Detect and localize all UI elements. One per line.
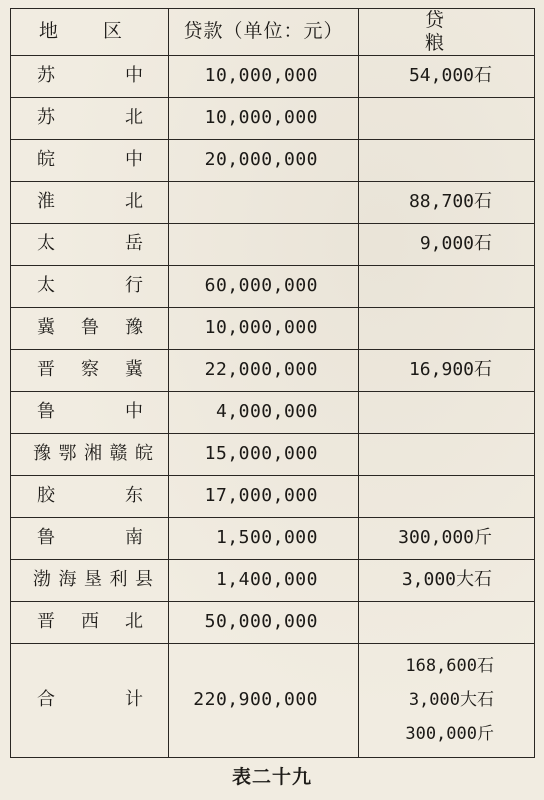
- table-row: [11, 433, 535, 475]
- grain-cell: [359, 307, 535, 349]
- table-row: [11, 559, 535, 601]
- table-row: [11, 55, 535, 97]
- grain-cell: 300,000斤: [359, 517, 535, 559]
- table-row: [11, 475, 535, 517]
- grain-cell: 9,000石: [359, 223, 535, 265]
- table-row: [11, 223, 535, 265]
- grain-cell: 3,000大石: [359, 559, 535, 601]
- loan-cell: 10,000,000: [169, 307, 359, 349]
- loan-cell: 60,000,000: [169, 265, 359, 307]
- grain-cell: 54,000石: [359, 55, 535, 97]
- table-row: [11, 349, 535, 391]
- region-cell: 皖 中: [11, 139, 169, 181]
- table-row: [11, 517, 535, 559]
- header-loan: 贷款（单位：元）: [169, 9, 359, 56]
- table-caption: 表二十九: [231, 766, 312, 788]
- table-row: [11, 139, 535, 181]
- grain-cell: [359, 601, 535, 643]
- region-cell: 晋西北: [11, 601, 169, 643]
- total-grain-line: 168,600石: [405, 656, 494, 677]
- table-row: [11, 601, 535, 643]
- loan-cell: 22,000,000: [169, 349, 359, 391]
- grain-cell: [359, 97, 535, 139]
- total-row: [11, 643, 535, 757]
- region-cell: 晋察冀: [11, 349, 169, 391]
- loan-cell: 17,000,000: [169, 475, 359, 517]
- grain-cell: [359, 433, 535, 475]
- region-cell: 冀鲁豫: [11, 307, 169, 349]
- grain-cell: [359, 391, 535, 433]
- region-cell: 豫鄂湘赣皖: [11, 433, 169, 475]
- loan-cell: 15,000,000: [169, 433, 359, 475]
- region-cell: 太 岳: [11, 223, 169, 265]
- loan-cell: 50,000,000: [169, 601, 359, 643]
- table-row: [11, 181, 535, 223]
- table-row: [11, 97, 535, 139]
- loan-cell: [169, 223, 359, 265]
- total-grain-line: 3,000大石: [408, 690, 494, 711]
- region-cell: 淮 北: [11, 181, 169, 223]
- grain-cell: [359, 265, 535, 307]
- loan-cell: [169, 181, 359, 223]
- region-cell: 苏 北: [11, 97, 169, 139]
- loan-cell: 4,000,000: [169, 391, 359, 433]
- table-row: [11, 307, 535, 349]
- header-grain: 贷 粮: [359, 9, 535, 56]
- header-row: [11, 9, 535, 56]
- region-cell: 鲁 中: [11, 391, 169, 433]
- grain-cell: [359, 139, 535, 181]
- grain-cell: [359, 475, 535, 517]
- total-loan: 220,900,000: [169, 643, 359, 757]
- table-row: [11, 391, 535, 433]
- region-cell: 苏 中: [11, 55, 169, 97]
- region-cell: 鲁 南: [11, 517, 169, 559]
- total-grain-line: 300,000斤: [405, 724, 494, 745]
- grain-cell: 16,900石: [359, 349, 535, 391]
- total-grain: [359, 643, 535, 757]
- loan-cell: 20,000,000: [169, 139, 359, 181]
- loan-cell: 10,000,000: [169, 97, 359, 139]
- total-label: 合 计: [11, 643, 169, 757]
- region-cell: 渤海垦利县: [11, 559, 169, 601]
- region-cell: 胶 东: [11, 475, 169, 517]
- loan-cell: 1,500,000: [169, 517, 359, 559]
- loan-table: [10, 8, 535, 758]
- loan-cell: 10,000,000: [169, 55, 359, 97]
- table-row: [11, 265, 535, 307]
- header-region: 地 区: [11, 9, 169, 56]
- loan-cell: 1,400,000: [169, 559, 359, 601]
- region-cell: 太 行: [11, 265, 169, 307]
- grain-cell: 88,700石: [359, 181, 535, 223]
